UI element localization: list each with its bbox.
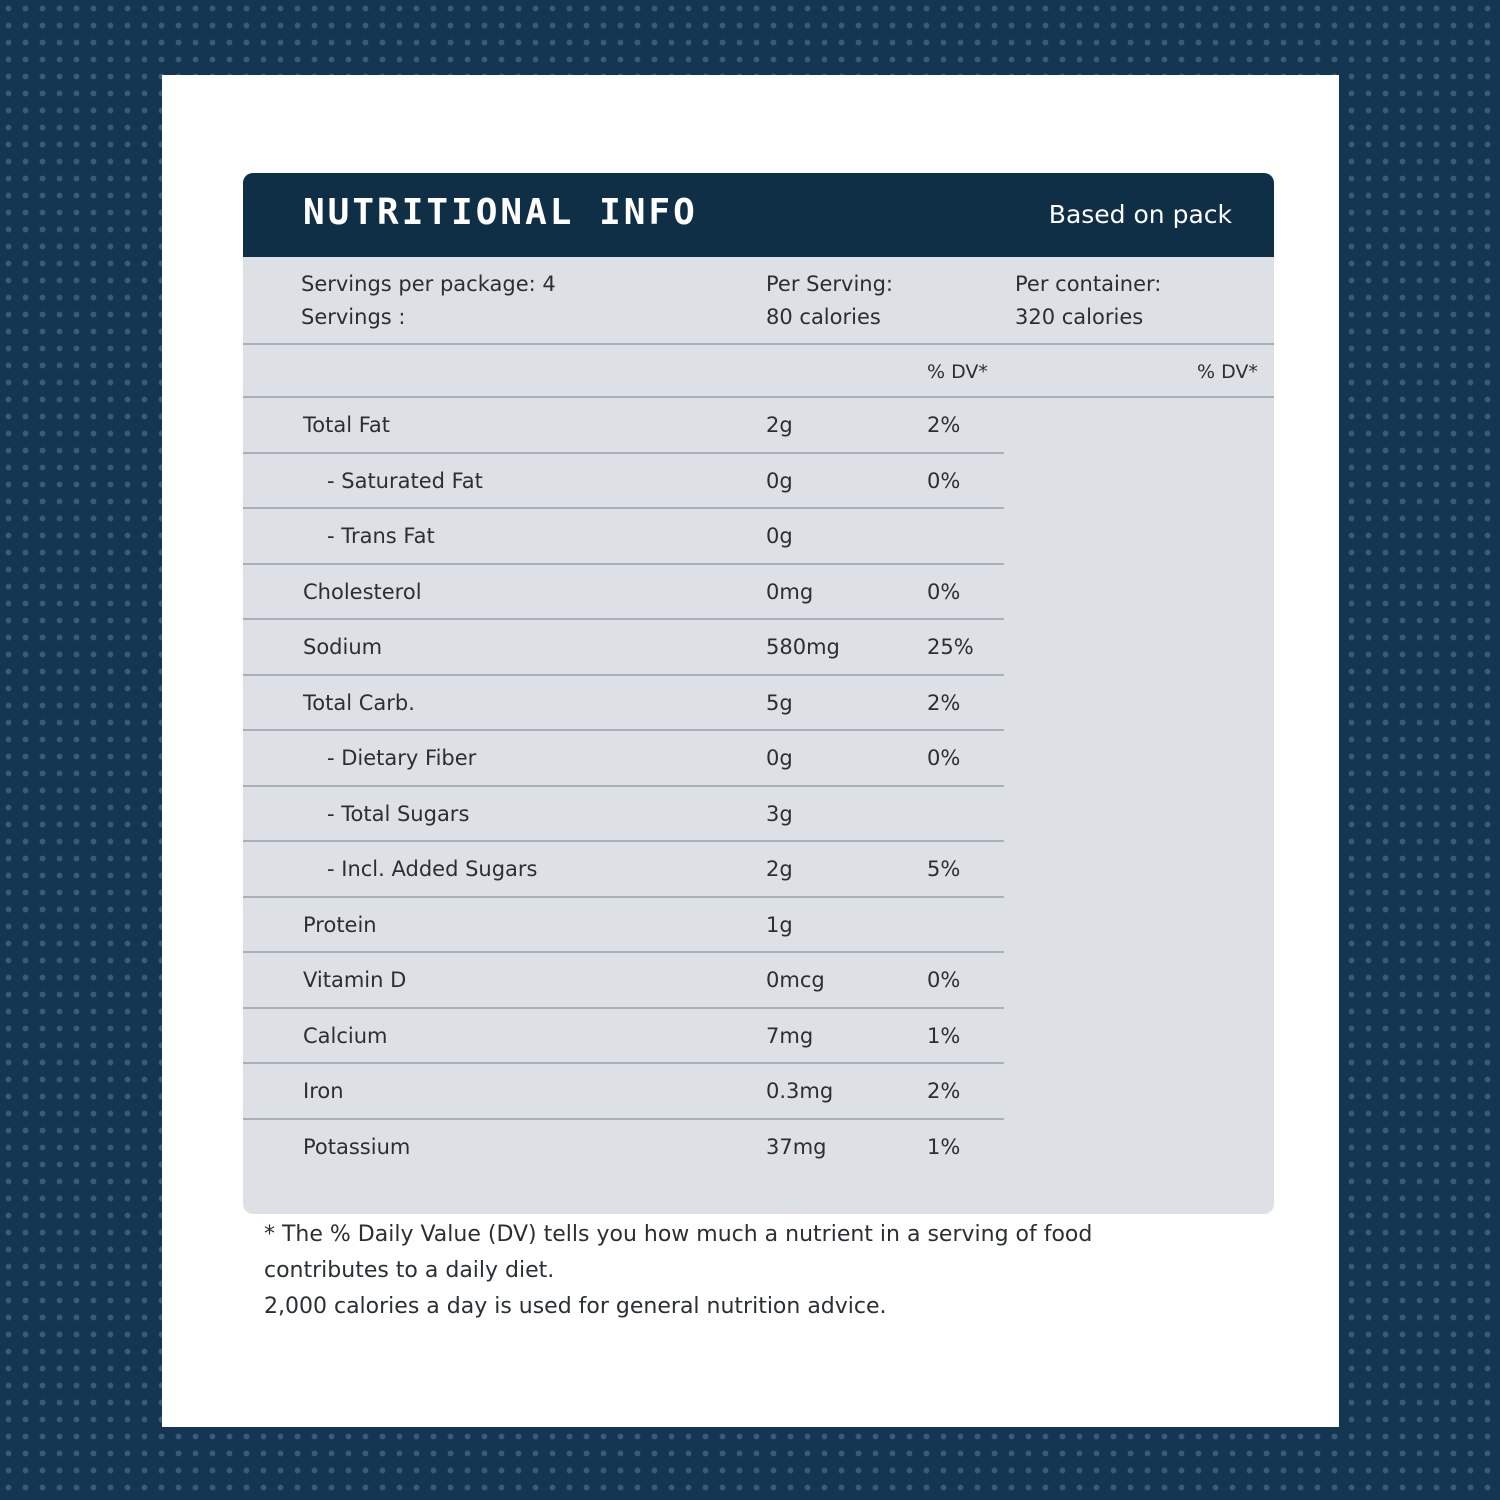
- nutrient-amount: 0mg: [766, 579, 814, 604]
- nutrient-name: - Trans Fat: [327, 524, 435, 548]
- nutrient-name: Total Fat: [303, 413, 390, 437]
- nutrient-name: - Dietary Fiber: [327, 746, 477, 770]
- nutrient-dv: 1%: [927, 1023, 961, 1048]
- panel-title: NUTRITIONAL INFO: [303, 192, 698, 233]
- nutrition-panel: [243, 173, 1274, 1214]
- row-divider: [243, 1007, 1004, 1009]
- nutrient-dv: 0%: [927, 746, 961, 770]
- per-container-value: 320 calories: [1015, 305, 1144, 329]
- nutrient-amount: 0g: [766, 468, 793, 493]
- per-serving-label: Per Serving:: [766, 272, 894, 296]
- row-divider: [243, 452, 1004, 454]
- dv-header-container: % DV*: [1197, 361, 1258, 383]
- nutrient-dv: 2%: [927, 690, 961, 715]
- nutrient-dv: 0%: [927, 579, 961, 604]
- nutrient-amount: 7mg: [766, 1023, 814, 1048]
- per-serving-value: 80 calories: [766, 305, 881, 329]
- nutrient-amount: 2g: [766, 413, 793, 437]
- servings-per-package: Servings per package: 4: [301, 272, 556, 296]
- nutrient-name: Iron: [303, 1079, 344, 1103]
- nutrient-dv: 1%: [927, 1134, 961, 1159]
- row-divider: [243, 951, 1004, 953]
- divider: [243, 343, 1274, 345]
- nutrient-dv: 0%: [927, 468, 961, 493]
- row-divider: [243, 618, 1004, 620]
- nutrient-name: Protein: [303, 912, 377, 937]
- nutrient-dv: 2%: [927, 1079, 961, 1103]
- nutrient-amount: 1g: [766, 912, 793, 937]
- nutrient-name: - Total Sugars: [327, 801, 470, 826]
- nutrient-amount: 580mg: [766, 635, 840, 659]
- divider: [243, 396, 1274, 398]
- row-divider: [243, 785, 1004, 787]
- row-divider: [243, 507, 1004, 509]
- panel-subtitle: Based on pack: [1048, 200, 1232, 229]
- per-container-label: Per container:: [1015, 272, 1162, 296]
- nutrient-name: - Saturated Fat: [327, 468, 483, 493]
- row-divider: [243, 896, 1004, 898]
- nutrient-dv: 5%: [927, 857, 961, 881]
- nutrient-dv: 0%: [927, 968, 961, 992]
- nutrient-name: Total Carb.: [303, 690, 415, 715]
- servings-label: Servings :: [301, 305, 406, 329]
- nutrient-dv: 25%: [927, 635, 974, 659]
- footnote-line: contributes to a daily diet.: [264, 1258, 555, 1283]
- row-divider: [243, 674, 1004, 676]
- row-divider: [243, 729, 1004, 731]
- nutrition-card: [162, 75, 1339, 1427]
- panel-header: [243, 173, 1274, 257]
- footnote: [264, 1217, 1224, 1325]
- row-divider: [243, 563, 1004, 565]
- row-divider: [243, 840, 1004, 842]
- footnote-line: * The % Daily Value (DV) tells you how much a nutrient in a serving of food: [264, 1222, 1093, 1247]
- nutrient-amount: 0g: [766, 524, 793, 548]
- nutrient-name: Sodium: [303, 635, 383, 659]
- row-divider: [243, 1062, 1004, 1064]
- nutrient-amount: 37mg: [766, 1134, 827, 1159]
- nutrient-name: Vitamin D: [303, 968, 407, 992]
- nutrient-amount: 2g: [766, 857, 793, 881]
- nutrient-amount: 5g: [766, 690, 793, 715]
- dv-header-serving: % DV*: [927, 361, 988, 383]
- nutrient-dv: 2%: [927, 413, 961, 437]
- footnote-line: 2,000 calories a day is used for general nutrition advice.: [264, 1294, 887, 1319]
- nutrient-amount: 0mcg: [766, 968, 825, 992]
- nutrient-amount: 3g: [766, 801, 793, 826]
- nutrient-name: - Incl. Added Sugars: [327, 857, 538, 881]
- nutrient-name: Cholesterol: [303, 579, 422, 604]
- row-divider: [243, 1118, 1004, 1120]
- nutrient-amount: 0.3mg: [766, 1079, 834, 1103]
- nutrient-name: Potassium: [303, 1134, 411, 1159]
- nutrient-amount: 0g: [766, 746, 793, 770]
- nutrient-name: Calcium: [303, 1023, 388, 1048]
